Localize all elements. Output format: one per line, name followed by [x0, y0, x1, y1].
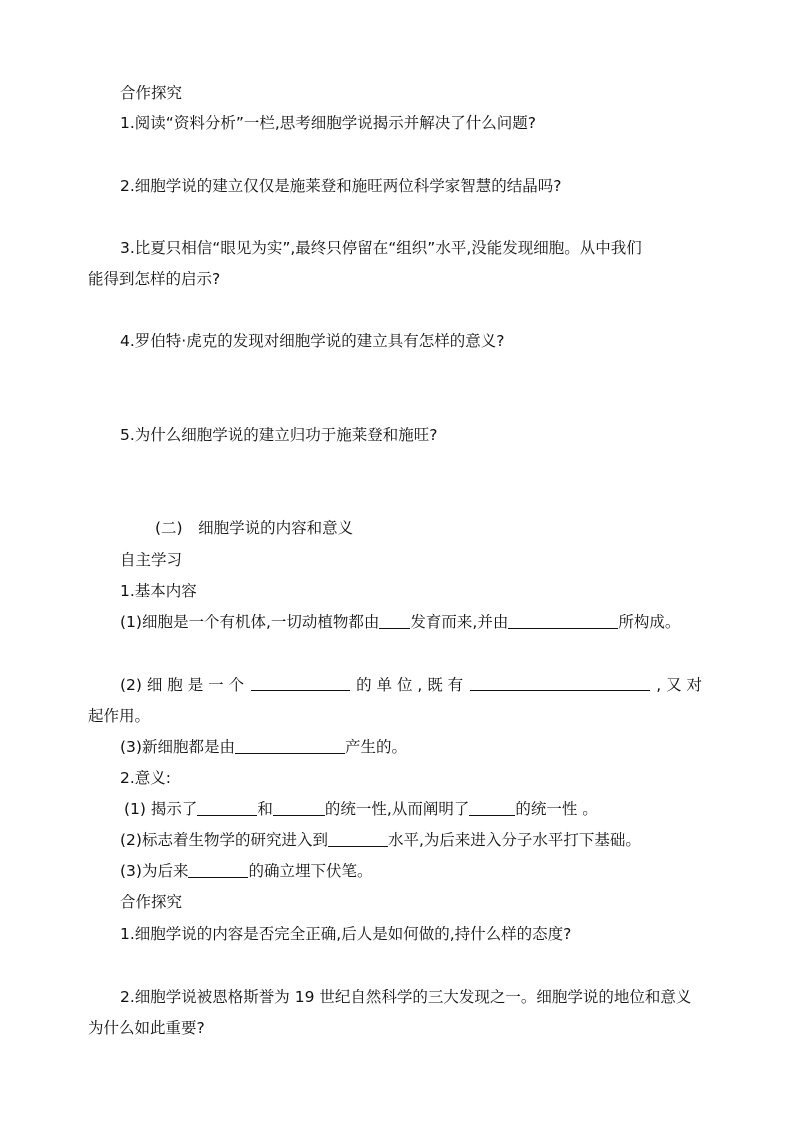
meaning-item-2 [120, 829, 641, 851]
meaning-1-text-c: 的统一性,从而阐明了 [324, 800, 470, 818]
meaning-heading: 2.意义: [120, 769, 172, 787]
question-2: 2.细胞学说的建立仅仅是施莱登和施旺两位科学家智慧的结晶吗? [120, 177, 562, 195]
meaning-2-text-a: (2)标志着生物学的研究进入到 [120, 831, 328, 849]
item-1-text-a: (1)细胞是一个有机体,一切动植物都由 [120, 613, 380, 631]
section-2-title: (二) 细胞学说的内容和意义 [155, 519, 354, 537]
item-2-text-b: 的 单 位 , 既 有 [356, 676, 464, 694]
item-1-text-c: 所构成。 [618, 613, 681, 631]
content-item-2-line-2: 起作用。 [88, 707, 151, 725]
cooperative-question-2-line-1: 2.细胞学说被恩格斯誉为 19 世纪自然科学的三大发现之一。细胞学说的地位和意义 [120, 988, 692, 1006]
meaning-3-text-a: (3)为后来 [120, 862, 189, 880]
cooperative-question-2-line-2: 为什么如此重要? [88, 1019, 205, 1037]
question-3-line-2: 能得到怎样的启示? [88, 270, 221, 288]
item-2-text-a: (2) 细 胞 是 一 个 [120, 676, 245, 694]
fill-blank[interactable] [508, 612, 618, 629]
meaning-3-text-b: 的确立埋下伏笔。 [248, 862, 373, 880]
item-2-text-c: , 又 对 [656, 676, 702, 694]
question-4: 4.罗伯特·虎克的发现对细胞学说的建立具有怎样的意义? [120, 332, 505, 350]
item-3-text-b: 产生的。 [344, 738, 407, 756]
item-1-text-b: 发育而来,并由 [410, 613, 509, 631]
fill-blank[interactable] [379, 612, 410, 629]
content-item-1 [120, 611, 680, 633]
fill-blank[interactable] [188, 861, 248, 878]
fill-blank[interactable] [328, 830, 388, 847]
content-item-2 [120, 674, 702, 696]
meaning-2-text-b: 水平,为后来进入分子水平打下基础。 [387, 831, 641, 849]
meaning-1-text-a: (1) 揭示了 [124, 800, 198, 818]
cooperative-question-1: 1.细胞学说的内容是否完全正确,后人是如何做的,持什么样的态度? [120, 925, 572, 943]
basic-content-heading: 1.基本内容 [120, 582, 197, 600]
meaning-item-3 [120, 860, 372, 882]
fill-blank[interactable] [251, 674, 350, 691]
question-1: 1.阅读“资料分析”一栏,思考细胞学说揭示并解决了什么问题? [120, 114, 537, 132]
meaning-item-1 [124, 798, 598, 820]
meaning-1-text-b: 和 [257, 800, 273, 818]
item-3-text-a: (3)新细胞都是由 [120, 738, 235, 756]
meaning-1-text-d: 的统一性 。 [515, 800, 598, 818]
fill-blank[interactable] [273, 799, 325, 816]
fill-blank[interactable] [469, 799, 515, 816]
content-item-3 [120, 736, 407, 758]
fill-blank[interactable] [235, 737, 345, 754]
fill-blank[interactable] [470, 674, 650, 691]
self-study-heading: 自主学习 [120, 551, 183, 569]
section-heading-cooperative: 合作探究 [120, 84, 183, 102]
section-heading-cooperative-2: 合作探究 [120, 893, 183, 911]
question-5: 5.为什么细胞学说的建立归功于施莱登和施旺? [120, 426, 438, 444]
question-3-line-1: 3.比夏只相信“眼见为实”,最终只停留在“组织”水平,没能发现细胞。从中我们 [120, 239, 642, 257]
fill-blank[interactable] [197, 799, 257, 816]
